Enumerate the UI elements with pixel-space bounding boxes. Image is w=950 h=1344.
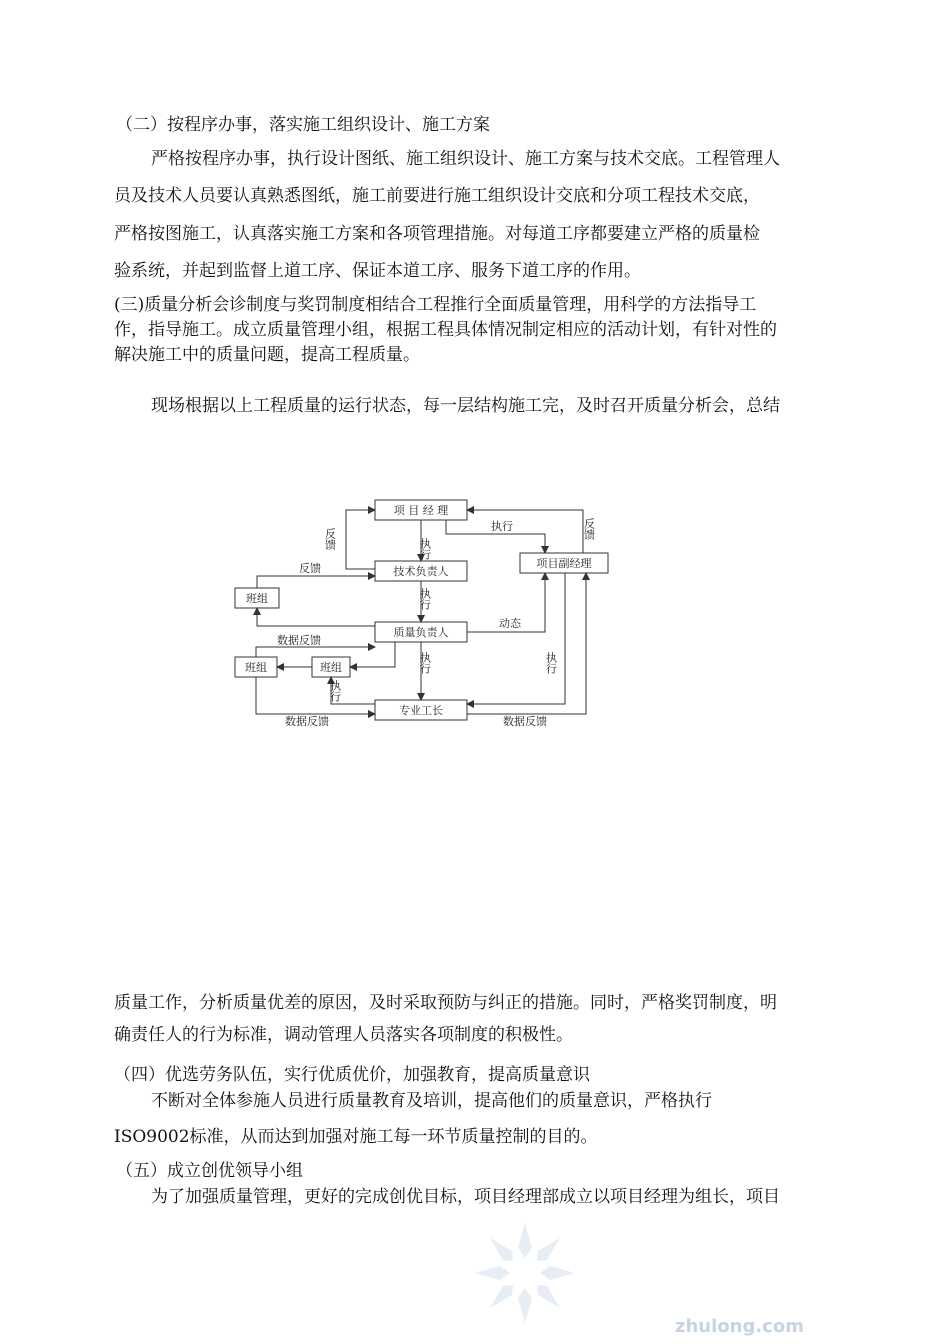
node-team-b-label: 班组 bbox=[245, 661, 267, 674]
edge-team-b-foreman-datafeedback-label: 数据反馈 bbox=[285, 715, 329, 728]
section-2-line-1: 严格按程序办事，执行设计图纸、施工组织设计、施工方案与技术交底。工程管理人 bbox=[151, 149, 780, 169]
section-3-continue: 现场根据以上工程质量的运行状态，每一层结构施工完，及时召开质量分析会，总结 bbox=[151, 396, 780, 416]
node-team-c-label: 班组 bbox=[320, 661, 342, 674]
section-3-line-3: 解决施工中的质量问题，提高工程质量。 bbox=[114, 345, 420, 365]
edge-pm-tech-execute-label: 执行 bbox=[418, 538, 432, 560]
node-foreman-label: 专业工长 bbox=[399, 704, 443, 717]
section-3-after-line-2: 确责任人的行为标准，调动管理人员落实各项制度的积极性。 bbox=[114, 1025, 573, 1045]
edge-tech-pm-feedback bbox=[346, 510, 375, 569]
section-5-line-1: 为了加强质量管理，更好的完成创优目标，项目经理部成立以项目经理为组长，项目 bbox=[151, 1187, 780, 1207]
watermark-text: zhulong.com bbox=[675, 1316, 804, 1337]
edge-tech-pm-feedback-label: 反馈 bbox=[323, 528, 337, 550]
section-2-line-3: 严格按图施工，认真落实施工方案和各项管理措施。对每道工序都要建立严格的质量检 bbox=[114, 224, 760, 244]
edge-tech-quality-execute-label: 执行 bbox=[418, 588, 432, 610]
node-project-manager-label: 项 目 经 理 bbox=[393, 504, 449, 517]
section-4-heading: （四）优选劳务队伍，实行优质优价，加强教育，提高质量意识 bbox=[114, 1065, 590, 1085]
edge-foreman-deputy-datafeedback bbox=[467, 573, 586, 714]
edge-quality-deputy-dynamic-label: 动态 bbox=[499, 617, 521, 630]
edge-quality-team-a bbox=[257, 608, 375, 626]
section-4-line-1: 不断对全体参施人员进行质量教育及培训，提高他们的质量意识，严格执行 bbox=[151, 1091, 712, 1111]
edge-deputy-foreman-execute bbox=[467, 573, 565, 704]
edge-foreman-team-c-execute-label: 执行 bbox=[328, 680, 342, 702]
node-tech-lead-label: 技术负责人 bbox=[393, 565, 449, 578]
edge-deputy-pm-feedback bbox=[467, 510, 583, 553]
edge-team-b-quality-datafeedback-label: 数据反馈 bbox=[277, 634, 321, 647]
quality-feedback-flowchart bbox=[225, 492, 625, 730]
edge-quality-foreman-execute-label: 执行 bbox=[418, 652, 432, 674]
node-team-a-label: 班组 bbox=[246, 592, 268, 605]
edge-team-b-quality-datafeedback bbox=[256, 647, 375, 657]
section-3-after-line-1: 质量工作，分析质量优差的原因，及时采取预防与纠正的措施。同时，严格奖罚制度，明 bbox=[114, 993, 777, 1013]
node-quality-lead-label: 质量负责人 bbox=[393, 626, 449, 639]
edge-quality-team-c bbox=[350, 642, 395, 667]
edge-pm-deputy-execute-label: 执行 bbox=[491, 520, 513, 533]
section-2-line-4: 验系统，并起到监督上道工序、保证本道工序、服务下道工序的作用。 bbox=[114, 261, 641, 281]
edge-foreman-deputy-datafeedback-label: 数据反馈 bbox=[503, 715, 547, 728]
edge-deputy-pm-feedback-label: 反馈 bbox=[582, 518, 596, 540]
edge-team-tech-feedback bbox=[257, 576, 375, 588]
section-2-line-2: 员及技术人员要认真熟悉图纸，施工前要进行施工组织设计交底和分项工程技术交底， bbox=[114, 186, 760, 206]
section-3-line-2: 作，指导施工。成立质量管理小组，根据工程具体情况制定相应的活动计划，有针对性的 bbox=[114, 320, 777, 340]
node-deputy-manager-label: 项目副经理 bbox=[536, 557, 592, 570]
edge-team-b-foreman-datafeedback bbox=[256, 677, 375, 714]
section-5-heading: （五）成立创优领导小组 bbox=[116, 1161, 303, 1181]
edge-deputy-foreman-execute-label: 执行 bbox=[544, 652, 558, 674]
section-3-line-1: (三)质量分析会诊制度与奖罚制度相结合工程推行全面质量管理，用科学的方法指导工 bbox=[114, 295, 757, 315]
zhulong-logo-watermark bbox=[470, 1218, 580, 1328]
edge-team-tech-feedback-label: 反馈 bbox=[299, 562, 321, 575]
section-4-line-2: ISO9002标准，从而达到加强对施工每一环节质量控制的目的。 bbox=[114, 1127, 598, 1147]
section-2-heading: （二）按程序办事，落实施工组织设计、施工方案 bbox=[116, 115, 490, 135]
